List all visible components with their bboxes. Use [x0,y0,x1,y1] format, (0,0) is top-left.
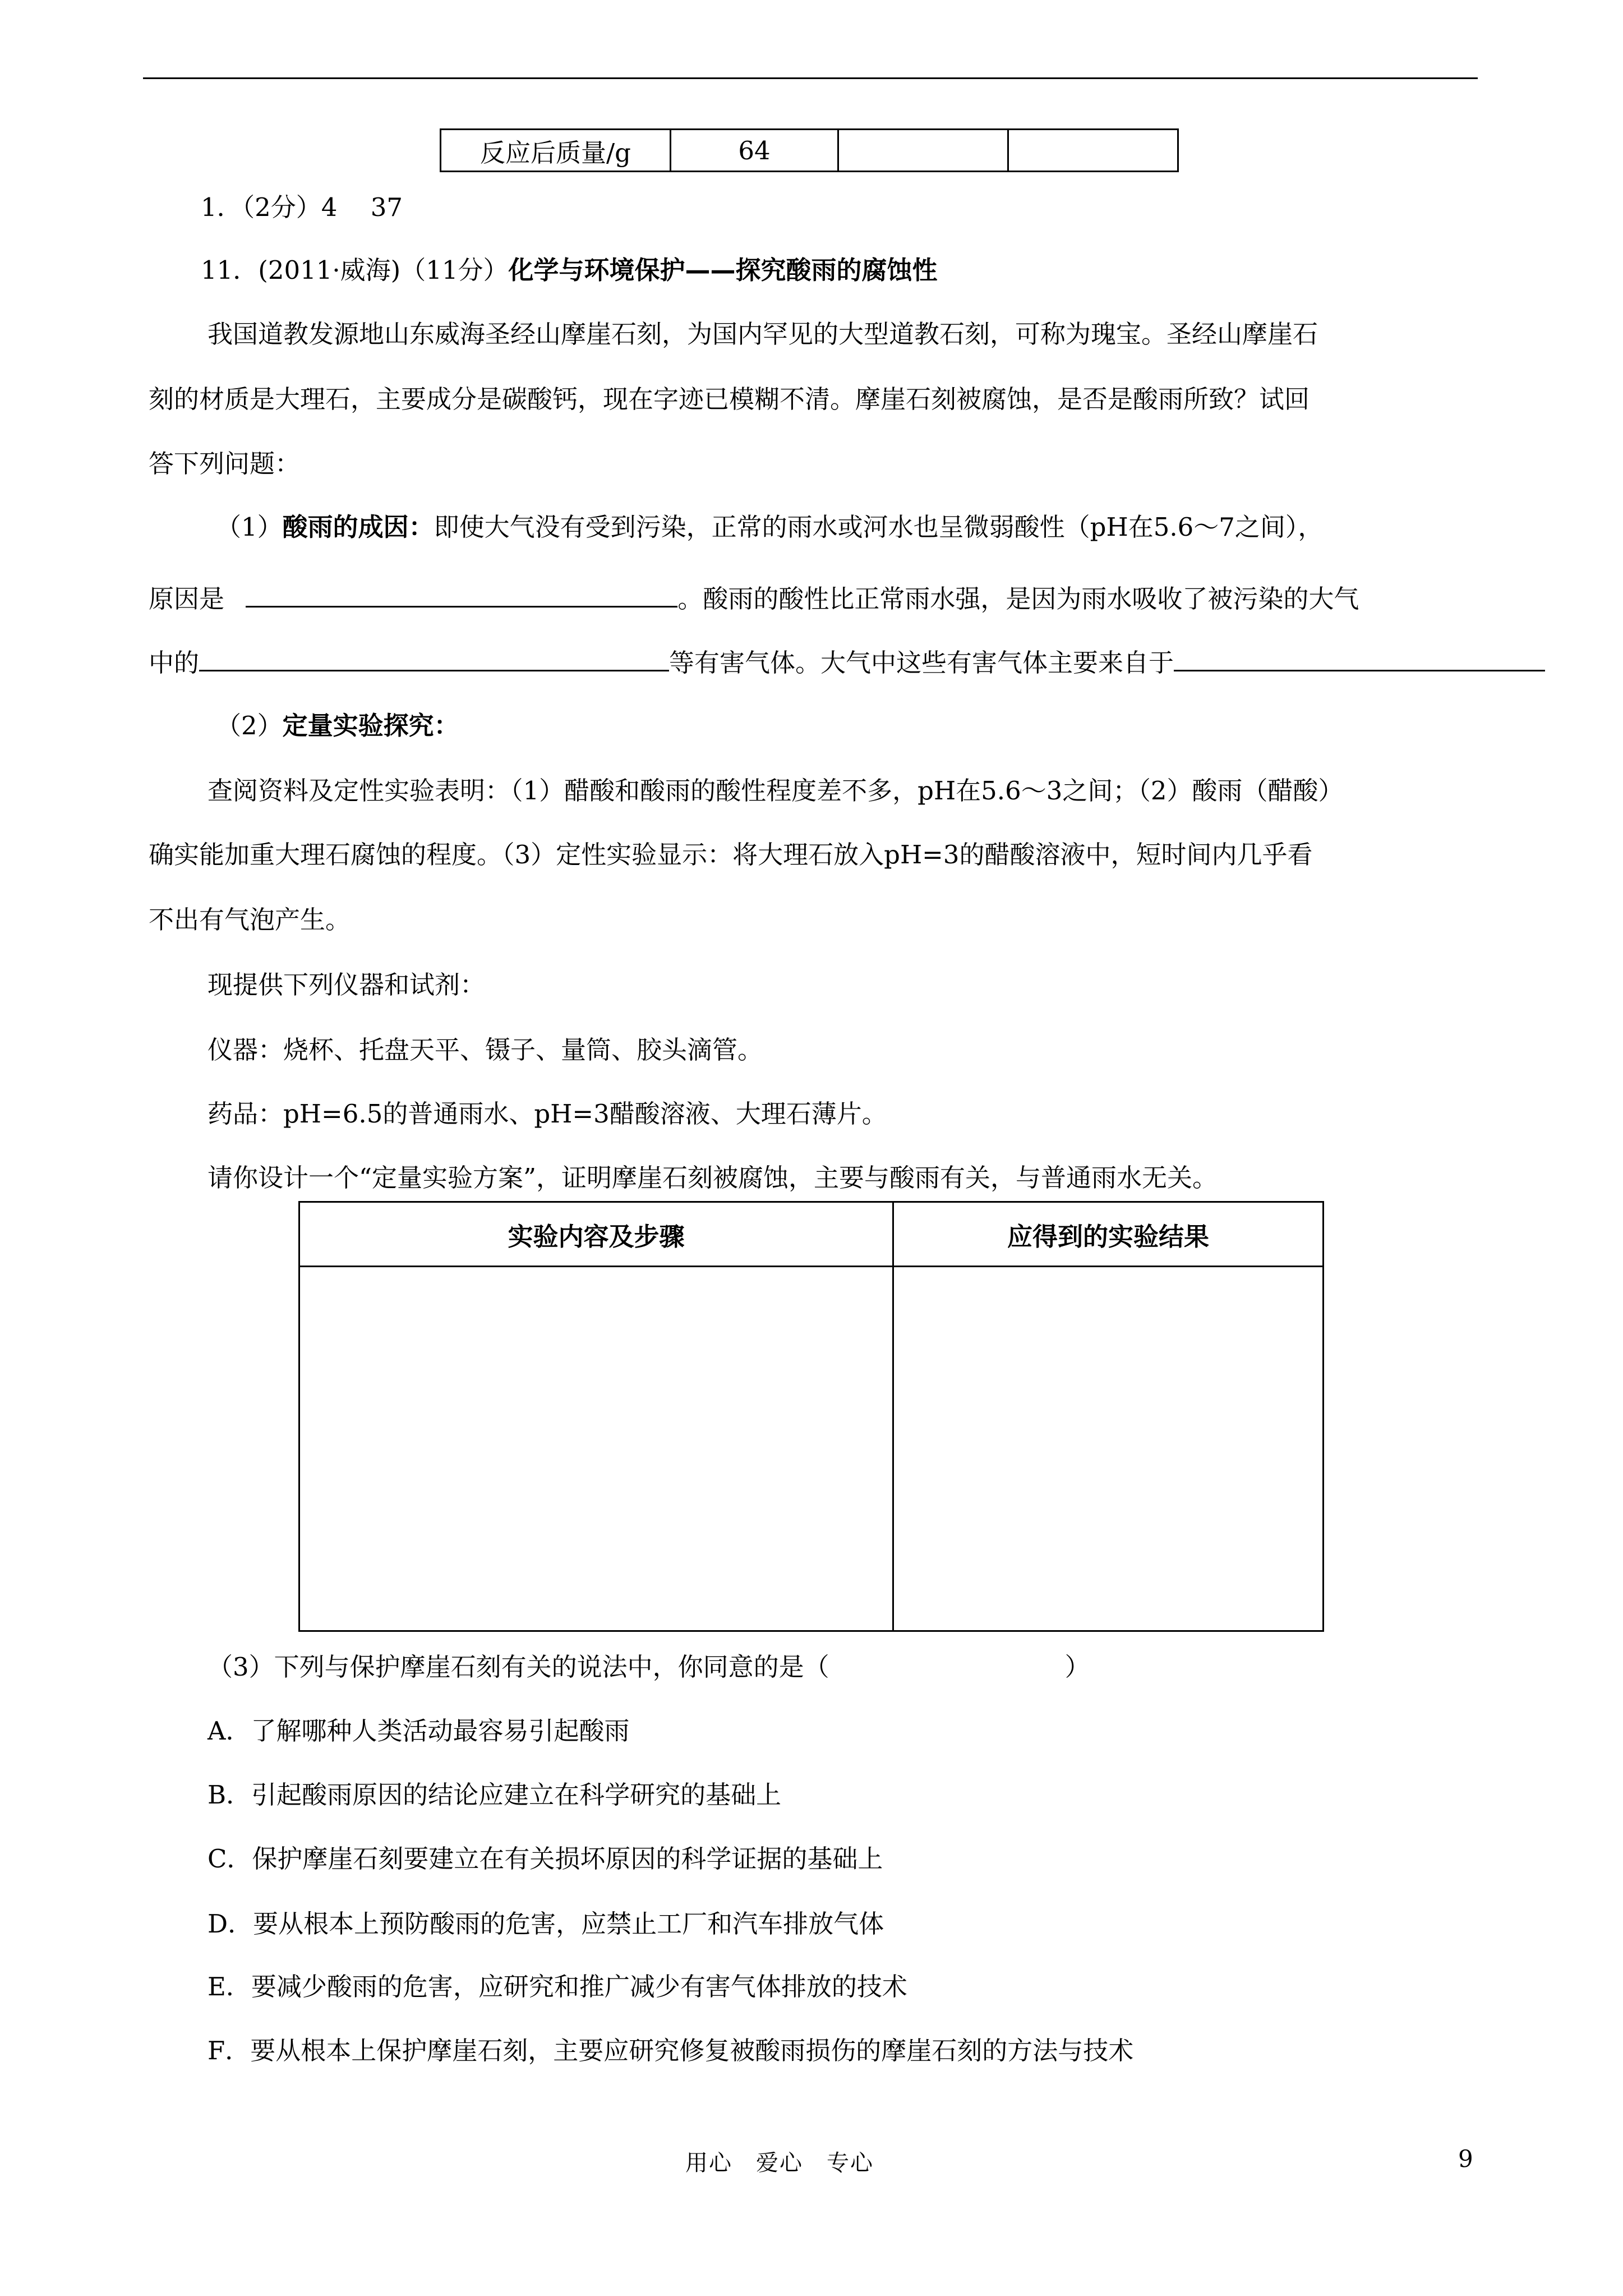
intro-line: 刻的材质是大理石，主要成分是碳酸钙，现在字迹已模糊不清。摩崖石刻被腐蚀，是否是酸雨所致？试回 [149,384,1310,414]
intro-line: 答下列问题： [149,449,301,478]
table-header-row [299,1202,1324,1267]
provided-line: 现提供下列仪器和试剂： [208,970,486,1000]
option-f: F．要从根本上保护摩崖石刻，主要应研究修复被酸雨损伤的摩崖石刻的方法与技术 [208,2036,1134,2065]
part1-line [149,645,1545,680]
part3-stem [208,1650,1090,1684]
header-rule [143,77,1478,79]
experiment-plan-table [298,1201,1324,1632]
part1-text: 。酸雨的酸性比正常雨水强，是因为雨水吸收了被污染的大气 [677,584,1359,614]
option-c: C．保护摩崖石刻要建立在有关损坏原因的科学证据的基础上 [208,1844,883,1874]
part1-line [216,510,1323,544]
table-header-results: 应得到的实验结果 [893,1202,1324,1267]
table-row [441,130,1178,172]
part2-label: （2） [216,711,283,740]
answer-blank-reason[interactable] [246,581,677,608]
part1-label: （1） [216,512,283,542]
mass-value-cell [1008,130,1178,172]
reagents-line: 药品：pH=6.5的普通雨水、pH=3醋酸溶液、大理石薄片。 [208,1099,887,1129]
part1-text: 等有害气体。大气中这些有害气体主要来自于 [669,648,1174,678]
part1-line [149,581,1359,616]
mass-value-cell: 64 [671,130,838,172]
page-footer-motto: 用心 爱心 专心 [685,2150,874,2176]
option-b: B．引起酸雨原因的结论应建立在科学研究的基础上 [208,1780,782,1810]
intro-line: 我国道教发源地山东威海圣经山摩崖石刻，为国内罕见的大型道教石刻，可称为瑰宝。圣经山摩崖石 [208,319,1318,349]
part2-text: 不出有气泡产生。 [149,905,351,935]
steps-answer-cell[interactable] [299,1267,893,1631]
table-row [299,1267,1324,1631]
part2-text: 查阅资料及定性实验表明：（1）醋酸和酸雨的酸性程度差不多，pH在5.6～3之间；（2）酸雨（醋酸） [208,776,1344,806]
answer-blank-gases[interactable] [199,645,669,671]
mass-label-cell: 反应后质量/g [441,130,671,172]
part1-text: 中的 [149,648,200,678]
part2-heading [216,709,459,743]
question-title: 化学与环境保护——探究酸雨的腐蚀性 [508,255,938,285]
task-line: 请你设计一个“定量实验方案”，证明摩崖石刻被腐蚀，主要与酸雨有关，与普通雨水无关。 [208,1163,1218,1193]
part1-heading: 酸雨的成因： [282,512,434,542]
part1-text: 原因是 [149,584,225,614]
part1-text: 即使大气没有受到污染，正常的雨水或河水也呈微弱酸性（pH在5.6～7之间）， [434,512,1324,542]
option-d: D．要从根本上预防酸雨的危害，应禁止工厂和汽车排放气体 [208,1909,884,1939]
answer-blank-source[interactable] [1174,645,1545,671]
part2-text: 确实能加重大理石腐蚀的程度。（3）定性实验显示：将大理石放入pH=3的醋酸溶液中，短时间内几乎看 [149,840,1313,869]
question-heading [201,254,937,287]
part2-title: 定量实验探究： [282,711,459,740]
option-a: A．了解哪种人类活动最容易引起酸雨 [208,1716,630,1746]
question-number: 11．(2011·威海)（11分） [201,255,509,285]
part3-text: ） [1064,1652,1090,1682]
answer-line: 1．（2分）4 37 [201,192,403,222]
page-number: 9 [1458,2145,1473,2173]
table-header-steps: 实验内容及步骤 [299,1202,893,1267]
option-e: E．要减少酸雨的危害，应研究和推广减少有害气体排放的技术 [208,1972,907,2001]
mass-value-cell [838,130,1008,172]
mass-table [440,128,1179,172]
results-answer-cell[interactable] [893,1267,1324,1631]
part3-text: （3）下列与保护摩崖石刻有关的说法中，你同意的是（ [208,1652,829,1682]
instruments-line: 仪器：烧杯、托盘天平、镊子、量筒、胶头滴管。 [208,1035,763,1065]
